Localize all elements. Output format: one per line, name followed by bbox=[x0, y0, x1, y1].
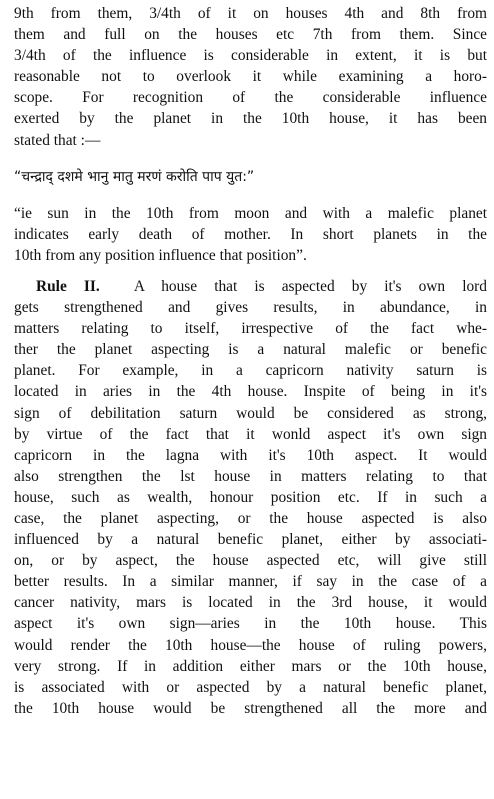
text-line: ther the planet aspecting is a natural malefic or benefic bbox=[14, 341, 487, 359]
rule-text: A house that is aspected by it's own lord bbox=[133, 277, 487, 295]
text-line: them and full on the houses etc 7th from them. Since bbox=[14, 26, 487, 44]
text-line: would render the 10th house—the house of ruling powers, bbox=[14, 636, 487, 654]
text-line: better results. In a similar manner, if say in the case of a bbox=[14, 573, 487, 591]
text-line: case, the planet aspecting, or the house aspected is also bbox=[14, 509, 487, 527]
text-line: stated that :— bbox=[14, 131, 101, 149]
rule-label: Rule II. bbox=[36, 277, 100, 295]
text-line: reasonable not to overlook it while examining a horo- bbox=[14, 68, 487, 86]
text-line: by virtue of the fact that it wonld aspect it's own sign bbox=[14, 425, 487, 443]
text-line: on, or by aspect, the house aspected etc, will give still bbox=[14, 552, 487, 570]
text-line: gets strengthened and gives results, in abundance, in bbox=[14, 299, 487, 317]
text-line: very strong. If in addition either mars or the 10th house, bbox=[14, 657, 487, 675]
paragraph-aspect-influence bbox=[14, 3, 487, 151]
text-line: influenced by a natural benefic planet, either by associati- bbox=[14, 531, 487, 549]
text-line: 3/4th of the influence is considerable in extent, it is but bbox=[14, 47, 487, 65]
sanskrit-quote: “चन्द्राद् दशमे भानु मातु मरणं करोति पाप युत:” bbox=[14, 168, 255, 185]
text-line: also strengthen the lst house in matters relating to that bbox=[14, 467, 487, 485]
text-line: capricorn in the lagna with it's 10th aspect. It would bbox=[14, 446, 487, 464]
text-line: planet. For example, in a capricorn nativity saturn is bbox=[14, 362, 487, 380]
text-line: matters relating to itself, irrespective of the fact whe- bbox=[14, 320, 487, 338]
text-line: “ie sun in the 10th from moon and with a malefic planet bbox=[14, 204, 487, 222]
text-line: is associated with or aspected by a natural benefic planet, bbox=[14, 678, 487, 696]
text-line: cancer nativity, mars is located in the 3rd house, it would bbox=[14, 594, 487, 612]
text-line: the 10th house would be strengthened all the more and bbox=[14, 699, 487, 717]
text-line: 9th from them, 3/4th of it on houses 4th and 8th from bbox=[14, 5, 487, 22]
text-line: located in aries in the 4th house. Inspite of being in it's bbox=[14, 383, 487, 401]
paragraph-translation bbox=[14, 203, 487, 266]
text-line: exerted by the planet in the 10th house, it has been bbox=[14, 110, 487, 128]
text-line: house, such as wealth, honour position etc. If in such a bbox=[14, 488, 487, 506]
text-line: sign of debilitation saturn would be considered as strong, bbox=[14, 404, 487, 422]
paragraph-rule-two bbox=[14, 276, 487, 719]
text-line: aspect it's own sign—aries in the 10th house. This bbox=[14, 615, 487, 633]
text-line: 10th from any position influence that position”. bbox=[14, 246, 307, 264]
text-line: scope. For recognition of the considerable influence bbox=[14, 89, 487, 107]
text-line bbox=[14, 276, 487, 297]
text-line: indicates early death of mother. In short planets in the bbox=[14, 225, 487, 243]
